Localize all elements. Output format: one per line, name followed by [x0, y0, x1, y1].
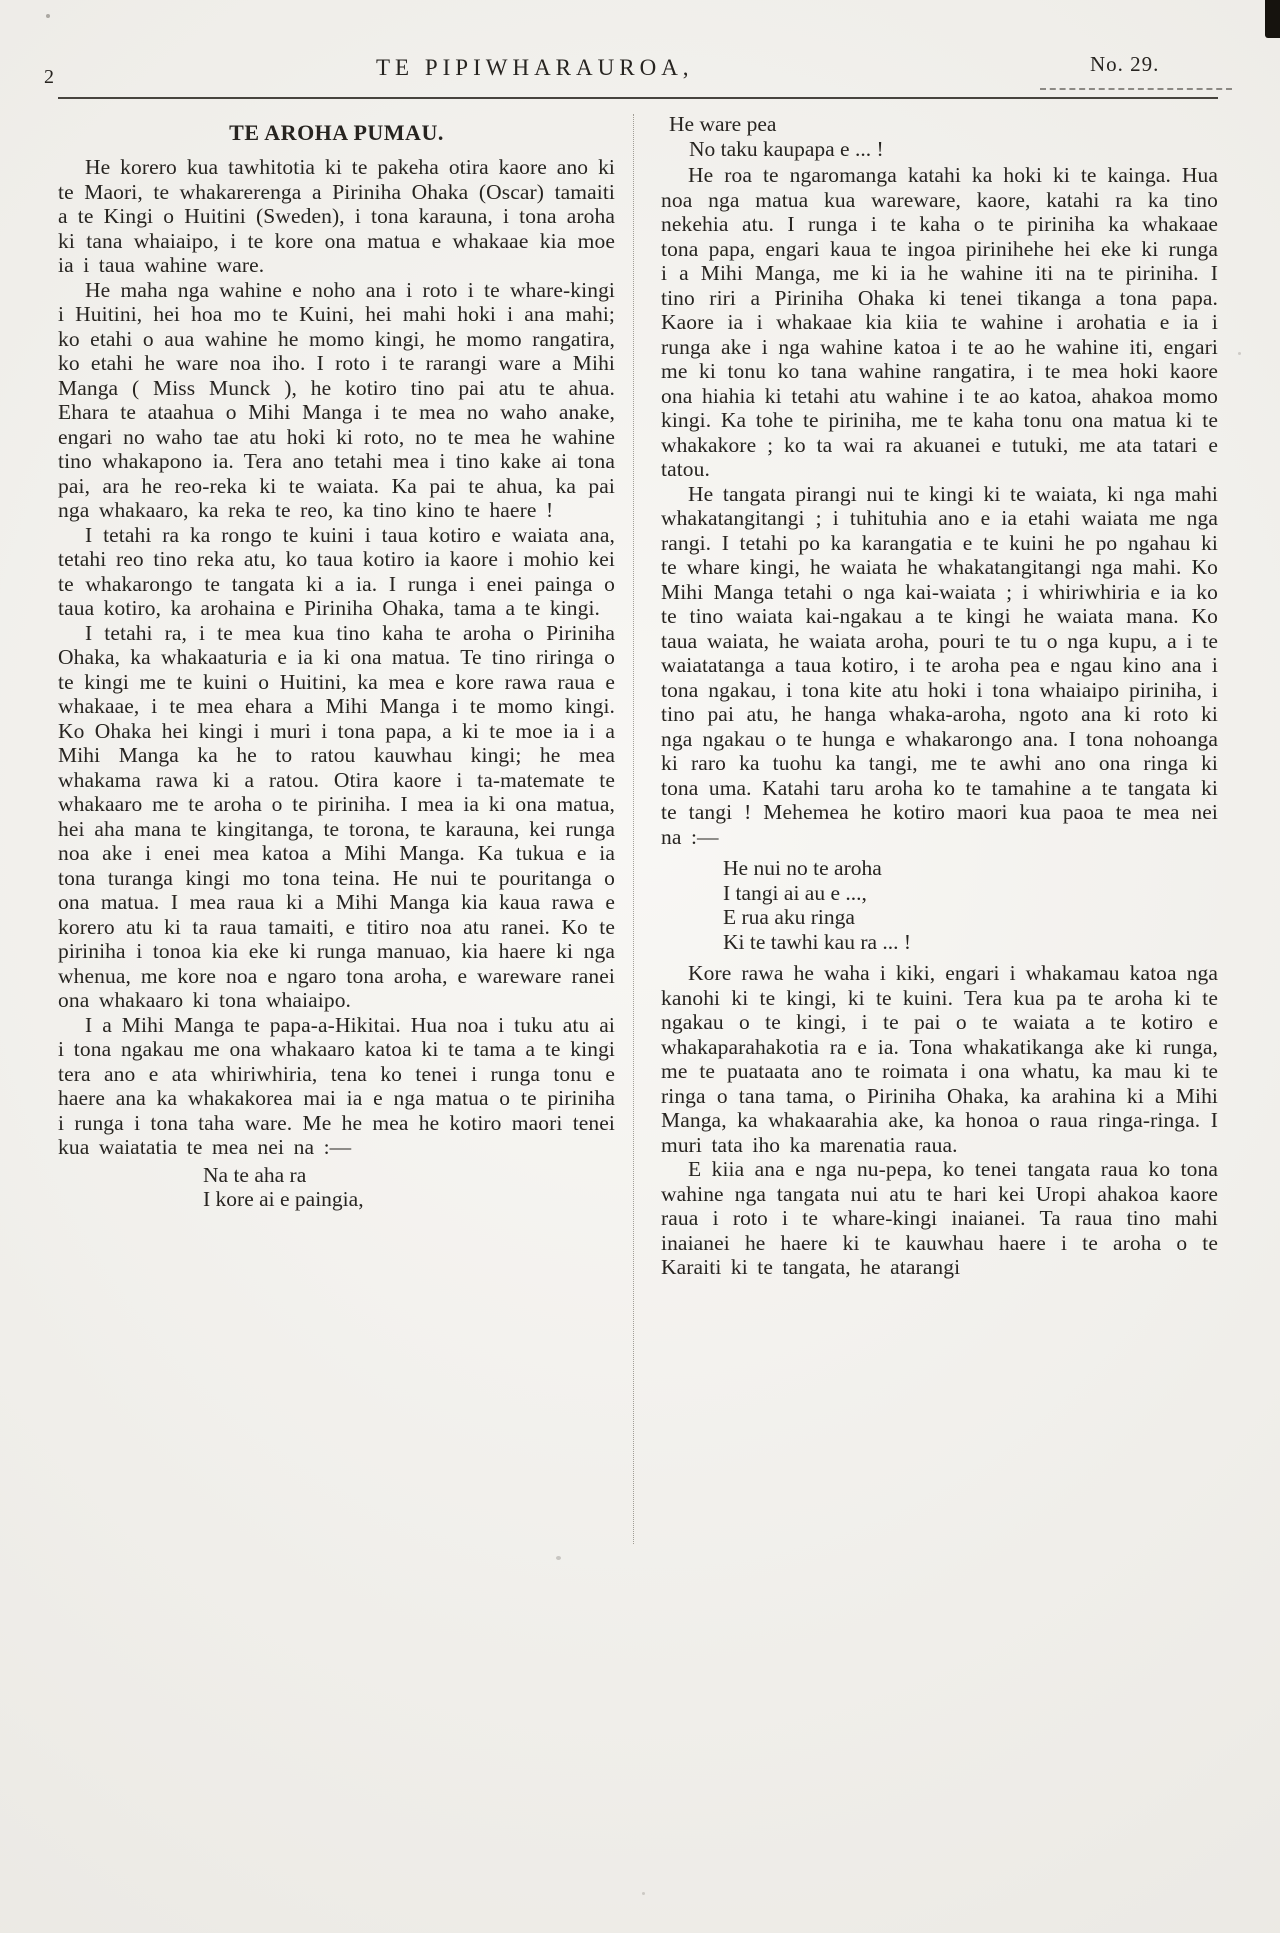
right-paragraph-1: He roa te ngaromanga katahi ka hoki ki te kainga. Hua noa nga matua kua wareware, kaore, katahi ra ka tino nekehia atu. I runga i te kaha o te piriniha ka whakaae tona papa, engari kaua te ingoa pirinihehe hei eke ki runga i a Mihi Manga, me ki ia he wahine iti na te piriniha. I tino riri a Piriniha Ohaka ki tenei tikanga a tona papa. Kaore ia i whakaae kia kiia te wahine i arohatia e ia i runga ake i nga wahine katoa i te ao he wahine iti, engari me ki tonu ko tana wahine rangatira, i te mea hoki kaore ona hiahia ki tetahi atu wahine i te ao katoa, ahakoa momo kingi. Ka tohe te piriniha, me te kaha tonu ona matua ki te whakakore ; ko ta wai ra akuanei e tutuki, me ata tatari e tatou. — [661, 163, 1218, 481]
verse-line: I kore ai e paingia, — [203, 1187, 364, 1211]
header-rule — [58, 97, 1218, 99]
masthead — [0, 0, 1280, 108]
page-number: 2 — [44, 66, 54, 88]
scan-speck — [642, 1892, 645, 1895]
left-paragraph-4: I tetahi ra, i te mea kua tino kaha te aroha o Piriniha Ohaka, ka whakaaturia e ia ki ona matua. Te tino riringa o te kingi me te kuini o Huitini, ka mea e kore rawa raua e whakaae, i te mea ehara a Mihi Manga i te momo kingi. Ko Ohaka hei kingi i muri i tona papa, a ki te moe ia i a Mihi Manga ka he to ratou kauwhau kingi; he mea whakama rawa ki a ratou. Otira kaore i ta-matemate te whakaaro me te aroha o te piriniha. I mea ia ki ona matua, hei aha mana te kingitanga, te torona, te karauna, kei runga noa ake i enei mea katoa a Mihi Manga. Ka tukua e ia tona turanga kingi mo tona teina. He nui te pouritanga o ona matua. I mea raua ki a Mihi Manga kia kaua rawa e korero atu ki ta raua tamaiti, e titiro noa atu ranei. Ko te piriniha i tonoa kia eke ki runga manuao, kia haere ki nga whenua, me kore noa e ngaro tona aroha, e wareware ranei ona whakaaro ki tona whaiaipo. — [58, 620, 615, 1012]
verse-line: Na te aha ra — [203, 1162, 307, 1187]
article-heading: TE AROHA PUMAU. — [229, 120, 444, 145]
left-paragraph-1: He korero kua tawhitotia ki te pakeha otira kaore ano ki te Maori, te whakarerenga a Piriniha Ohaka (Oscar) tamaiti a te Kingi o Huitini (Sweden), i tona karauna, i tona aroha ki tana whaiaipo, i te kore ona matua e whakaae kia moe ia i taua wahine ware. — [58, 155, 615, 277]
verse-line: Ki te tawhi kau ra ... ! — [723, 929, 912, 954]
left-verse — [58, 1163, 615, 1212]
verse-line: He nui no te aroha — [723, 856, 882, 880]
left-paragraph-3: I tetahi ra ka rongo te kuini i taua kotiro e waiata ana, tetahi reo tino reka atu, ko taua kotiro ia kaore i mohio kei te whakarongo te tangata ki a ia. I runga i enei painga o taua kotiro, ka arohaina e Piriniha Ohaka, tama a te kingi. — [58, 522, 615, 620]
verse-line: He ware pea — [669, 112, 777, 136]
verse-line: I tangi ai au e ..., — [723, 880, 867, 905]
issue-number: No. 29. — [1090, 52, 1160, 76]
right-paragraph-2: He tangata pirangi nui te kingi ki te waiata, ki nga mahi whakatangitangi ; i tuhituhia ano e ia etahi waiata me nga rangi. I tetahi po ka karangatia e te kuini he po ngahau ki te whare kingi, he waiata he whakatangitangi nga mahi. Ko Mihi Manga tetahi o nga kai-waiata ; i whiriwhiria e ia ko te tino waiata kai-ngakau a te kingi he waiata mana. Ko taua waiata, he waiata aroha, pouri te tu o nga kupu, a i te waiatatanga a taua kotiro, i te aroha pea e ngau kino ana i tona ngakau, i tona kite atu hoki i tona whaiaipo piriniha, i tino pai atu, he hanga whaka-aroha, ngoto ana ki roto ki nga ngakau o te hunga e whakarongo ana. I tona nohoanga ki raro ka tuohu ka tangi, me te awhi ano ona ringa ki tona uma. Katahi taru aroha ko te tamahine a te tangata ki te tangi ! Mehemea he kotiro maori kua paoa te mea nei na :— — [661, 481, 1218, 849]
right-paragraph-3: Kore rawa he waha i kiki, engari i whakamau katoa nga kanohi ki te kingi, ki te kuini. Tera kua pa te aroha ki te ngakau o te kingi, i te pai o te waiata a te kotiro e whakaparahakotia ra e ia. Tona whakatikanga ake ki runga, me te puataata ano te roimata i ona whatu, ka mau ki te ringa o tana tama, o Piriniha Ohaka, ka arahina ki a Mihi Manga, ka whakaarahia ake, ka honoa o raua ringa-ringa. I muri tata iho ka marenatia raua. — [661, 961, 1218, 1157]
newspaper-title: TE PIPIWHARAUROA, — [376, 55, 694, 80]
right-column — [661, 108, 1218, 1280]
verse-line: No taku kaupapa e ... ! — [689, 136, 884, 161]
left-paragraph-5: I a Mihi Manga te papa-a-Hikitai. Hua noa i tuku atu ai i tona ngakau me ona whakaaro katoa ki te tama a te kingi tera ano e ata whiriwhiria, tena ko tenei i runga tonu e haere ana ka whakakorea mai ia e nga matua o te piriniha i runga i tona taha ware. Me he mea he kotiro maori tenei kua waiatatia te mea nei na :— — [58, 1012, 615, 1159]
right-verse — [661, 856, 1218, 954]
scan-speck — [1238, 352, 1241, 355]
right-opening-verse — [661, 112, 1218, 161]
header-rule-dashed — [1040, 88, 1232, 90]
verse-line: E rua aku ringa — [723, 905, 855, 929]
right-paragraph-4: E kiia ana e nga nu-pepa, ko tenei tangata raua ko tona wahine nga tangata nui atu te hari kei Uropi ahakoa kaore raua i roto i te whare-kingi inaianei. Ta raua tino mahi inaianei he haere ki te kauwhau haere i te aroha o te Karaiti ki te tangata, he atarangi — [661, 1157, 1218, 1279]
article-body — [58, 108, 1218, 1280]
scan-speck — [556, 1556, 561, 1560]
left-paragraph-2: He maha nga wahine e noho ana i roto i te whare-kingi i Huitini, hei hoa mo te Kuini, hei mahi hoki i ana mahi; ko etahi o aua wahine he momo kingi, he momo rangatira, ko etahi he ware noa iho. I roto i te rarangi ware a Mihi Manga ( Miss Munck ), he kotiro tino pai atu te ahua. Ehara te ataahua o Mihi Manga i te mea no waho anake, engari no waho tae atu hoki ki roto, no te mea he wahine tino whakapono ia. Tera ano tetahi mea i tino kake ai tona pai, ara he reo-reka ki te waiata. Ka pai te ahua, ka pai nga whakaaro, ka reka te reo, ka tino kino te haere ! — [58, 277, 615, 522]
left-column — [58, 108, 615, 1280]
